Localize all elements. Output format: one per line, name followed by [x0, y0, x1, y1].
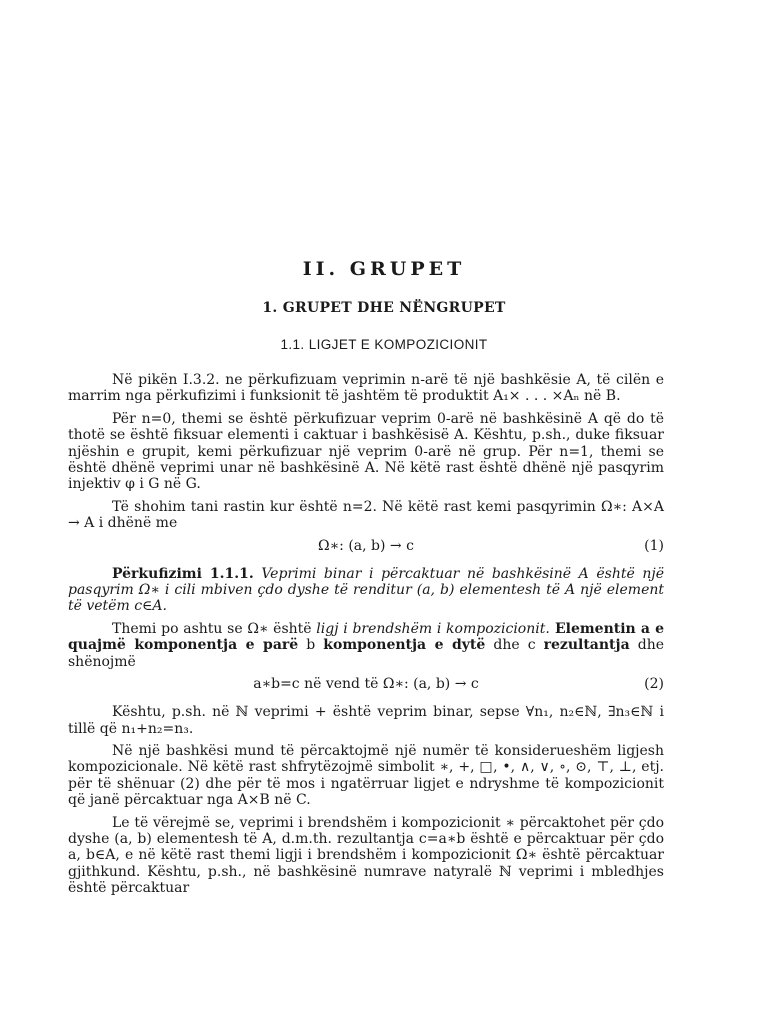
equation-1 [68, 538, 664, 558]
p4-second-component: komponentja e dytë [323, 637, 486, 654]
equation-2-formula: a∗b=c në vend të Ω∗: (a, b) → c [253, 676, 479, 693]
equation-2-number: (2) [644, 676, 664, 693]
p4-part-i: dhe shënojmë [68, 637, 664, 670]
p4-first-component: komponentja e parë [134, 637, 299, 654]
p4-resultant: rezultantja [543, 637, 630, 654]
equation-1-number: (1) [644, 537, 664, 554]
section-title: 1. GRUPET DHE NËNGRUPET [262, 300, 506, 316]
paragraph-5: Kështu, p.sh. në ℕ veprimi + është veprim binar, sepse ∀n₁, n₂∈ℕ, ∃n₃∈ℕ i tillë që n₁+n₂=n₃. [68, 704, 664, 737]
paragraph-7: Le të vërejmë se, veprimi i brendshëm i kompozicionit ∗ përcaktohet për çdo dyshe (a, b) elementesh të A, d.m.th. rezultantja c=a∗b është e përcaktuar për çdo a, b∈A, e në këtë rast themi ligji i brendshëm i kompozicionit Ω∗ është përcaktuar gjithkund. Kështu, p.sh., në bashkësinë numrave natyralë ℕ veprimi i mbledhjes është përcaktuar [68, 814, 664, 897]
paragraph-1: Në pikën I.3.2. ne përkufizuam veprimin n-arë të një bashkësie A, të cilën e marrim nga përkufizimi i funksionit të jashtëm të produktit A₁× . . . ×Aₙ në B. [68, 372, 664, 405]
equation-2 [68, 676, 664, 696]
chapter-title: II. GRUPET [302, 258, 466, 280]
paragraph-2: Për n=0, themi se është përkufizuar veprim 0-arë në bashkësinë A që do të thotë se është fiksuar elementi i caktuar i bashkësisë A. Kështu, p.sh., duke fiksuar njëshin e grupit, kemi përkufizuar një veprim 0-arë në grup. Për n=1, themi se është dhënë veprimi unar në bashkësinë A. Në këtë rast është dhënë një pasqyrim injektiv φ i G në G. [68, 410, 664, 493]
p4-internal-law: ligj i brendshëm i kompozicionit. [316, 620, 550, 637]
paragraph-4 [68, 621, 664, 670]
equation-1-formula: Ω∗: (a, b) → c [318, 537, 414, 554]
p4-part-a: Themi po ashtu se Ω∗ është [112, 620, 317, 637]
paragraph-3: Të shohim tani rastin kur është n=2. Në këtë rast kemi pasqyrimin Ω∗: A×A → A i dhënë me [68, 498, 664, 532]
p4-part-c: Elementin a e quajmë [68, 620, 664, 654]
subsection-title: 1.1. LIGJET E KOMPOZICIONIT [280, 337, 488, 352]
definition-1-1-1 [68, 566, 664, 615]
definition-text: Veprimi binar i përcaktuar në bashkësinë A është një pasqyrim Ω∗ i cili mbiven çdo dyshe të renditur (a, b) elementesh të A një element të vetëm c∈A. [68, 565, 664, 615]
paragraph-6: Në një bashkësi mund të përcaktojmë një numër të konsiderueshëm ligjesh kompozicionale. Në këtë rast shfrytëzojmë simbolit ∗, +, □, •, ∧, ∨, ∘, ⊙, ⊤, ⊥, etj. për të shënuar (2) dhe për të mos i ngatërruar ligjet e ndryshme të kompozicionit që janë përcaktuar nga A×B në C. [68, 742, 664, 809]
p4-part-e: b [298, 637, 324, 654]
body-text [68, 372, 664, 903]
p4-part-g: dhe c [485, 637, 544, 654]
definition-label: Përkufizimi 1.1.1. [112, 565, 254, 582]
